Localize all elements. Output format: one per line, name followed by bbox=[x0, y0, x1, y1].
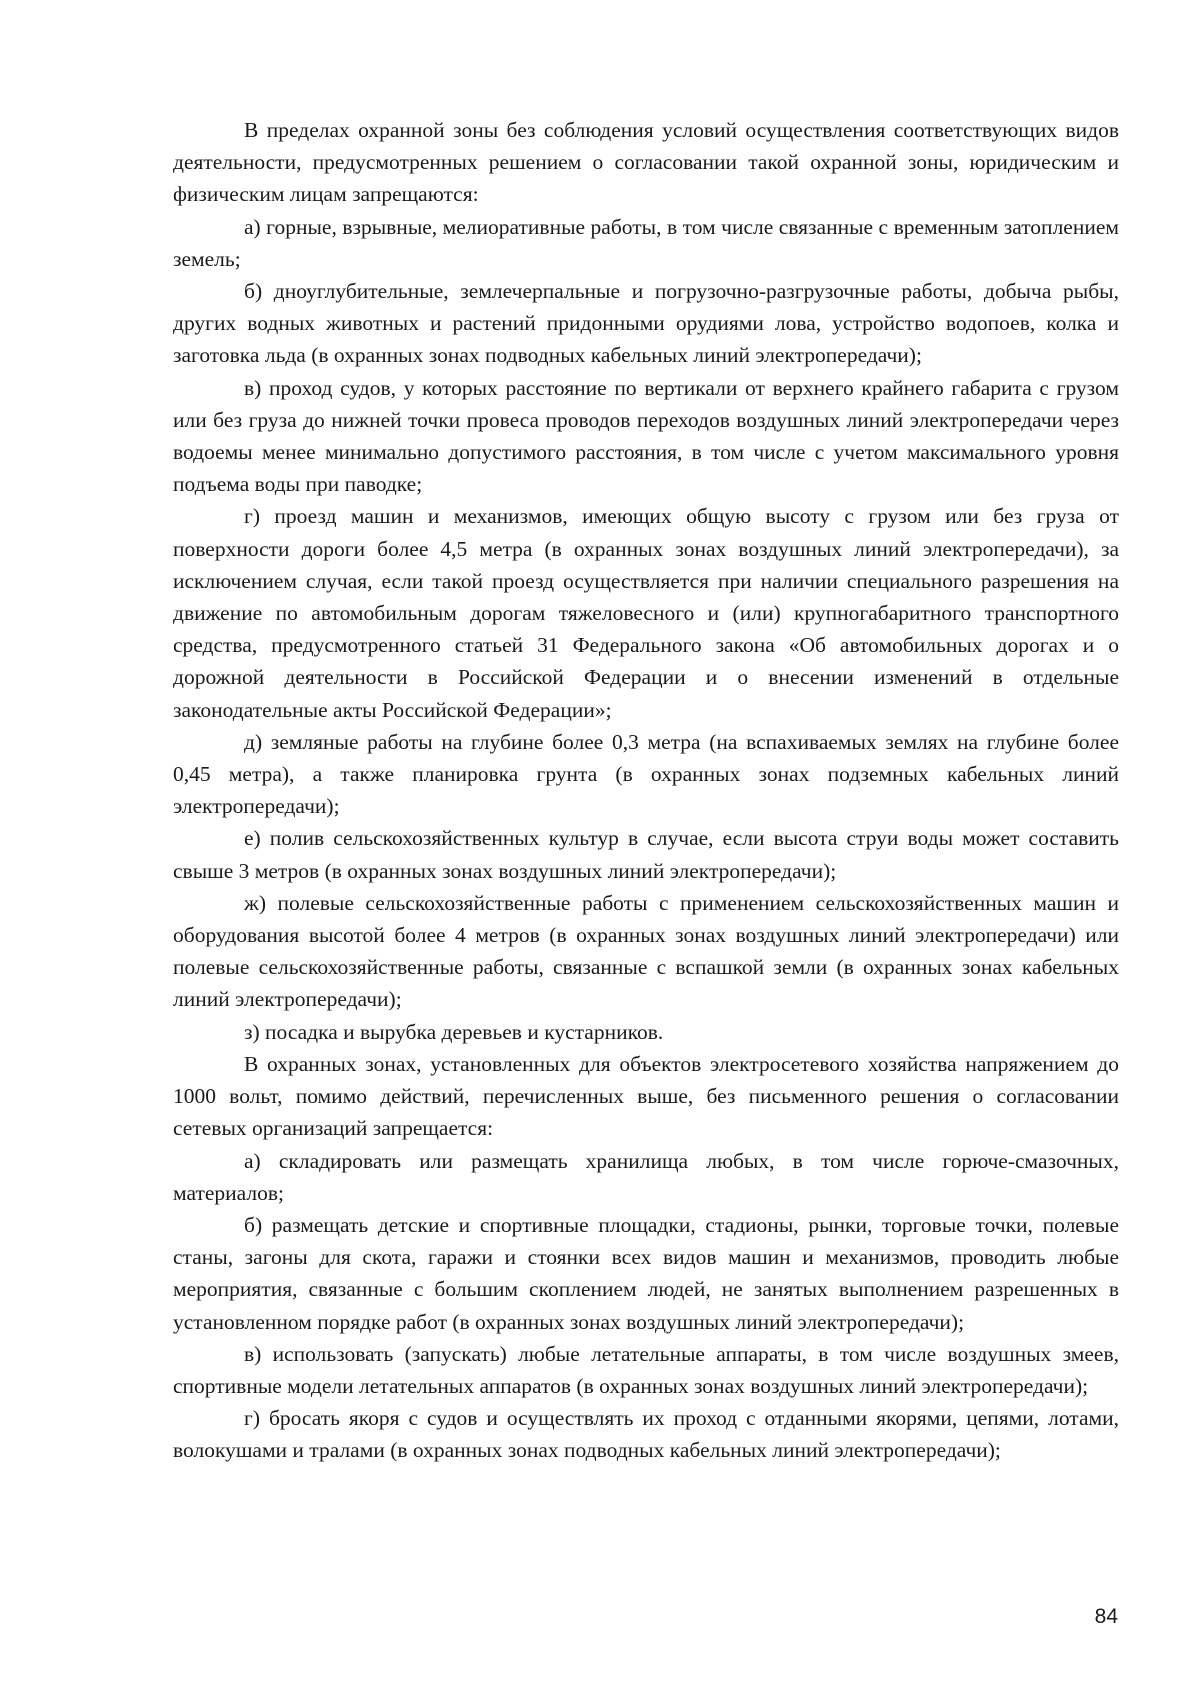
paragraph-item-a-2: а) складировать или размещать хранилища любых, в том числе горюче-смазочных, материалов; bbox=[173, 1148, 1119, 1205]
body-text bbox=[173, 114, 1119, 1467]
paragraph-item-zh: ж) полевые сельскохозяйственные работы с применением сельскохозяйственных машин и оборудования высотой более 4 метров (в охранных зонах воздушных линий электропередачи) или полевые сельскохозяйственные работы, связанные с вспашкой земли (в охранных зонах кабельных линий электропередачи); bbox=[173, 890, 1119, 1012]
paragraph-item-g-2: г) бросать якоря с судов и осуществлять их проход с отданными якорями, цепями, лотами, волокушами и тралами (в охранных зонах подводных кабельных линий электропередачи); bbox=[173, 1406, 1119, 1463]
paragraph-item-b: б) дноуглубительные, землечерпальные и погрузочно-разгрузочные работы, добыча рыбы, других водных животных и растений придонными орудиями лова, устройство водопоев, колка и заготовка льда (в охранных зонах подводных кабельных линий электропередачи); bbox=[173, 279, 1119, 368]
page-number: 84 bbox=[1094, 1605, 1118, 1628]
paragraph-item-z: з) посадка и вырубка деревьев и кустарников. bbox=[244, 1019, 664, 1044]
paragraph-intro: В пределах охранной зоны без соблюдения условий осуществления соответствующих видов деятельности, предусмотренных решением о согласовании такой охранной зоны, юридическим и физическим лицам запрещаются: bbox=[173, 118, 1119, 207]
paragraph-item-g: г) проезд машин и механизмов, имеющих общую высоту с грузом или без груза от поверхности дороги более 4,5 метра (в охранных зонах воздушных линий электропередачи), за исключением случая, если такой проезд осуществляется при наличии специального разрешения на движение по автомобильным дорогам тяжеловесного и (или) крупногабаритного транспортного средства, предусмотренного статьей 31 Федерального закона «Об автомобильных дорогах и о дорожной деятельности в Российской Федерации и о внесении изменений в отдельные законодательные акты Российской Федерации»; bbox=[173, 504, 1119, 722]
paragraph-item-e: е) полив сельскохозяйственных культур в случае, если высота струи воды может составить свыше 3 метров (в охранных зонах воздушных линий электропередачи); bbox=[173, 826, 1119, 883]
paragraph-item-b-2: б) размещать детские и спортивные площадки, стадионы, рынки, торговые точки, полевые станы, загоны для скота, гаражи и стоянки всех видов машин и механизмов, проводить любые мероприятия, связанные с большим скоплением людей, не занятых выполнением разрешенных в установленном порядке работ (в охранных зонах воздушных линий электропередачи); bbox=[173, 1212, 1119, 1334]
paragraph-section-1000v: В охранных зонах, установленных для объектов электросетевого хозяйства напряжением до 1000 вольт, помимо действий, перечисленных выше, без письменного решения о согласовании сетевых организаций запрещается: bbox=[173, 1051, 1119, 1141]
paragraph-item-v: в) проход судов, у которых расстояние по вертикали от верхнего крайнего габарита с грузом или без груза до нижней точки провеса проводов переходов воздушных линий электропередачи через водоемы менее минимально допустимого расстояния, в том числе с учетом максимального уровня подъема воды при паводке; bbox=[173, 375, 1119, 497]
paragraph-item-v-2: в) использовать (запускать) любые летательные аппараты, в том числе воздушных змеев, спортивные модели летательных аппаратов (в охранных зонах воздушных линий электропередачи); bbox=[173, 1341, 1119, 1398]
paragraph-item-d: д) земляные работы на глубине более 0,3 метра (на вспахиваемых землях на глубине более 0,45 метра), а также планировка грунта (в охранных зонах подземных кабельных линий электропередачи); bbox=[173, 729, 1119, 819]
paragraph-item-a: а) горные, взрывные, мелиоративные работы, в том числе связанные с временным затоплением земель; bbox=[173, 214, 1119, 271]
